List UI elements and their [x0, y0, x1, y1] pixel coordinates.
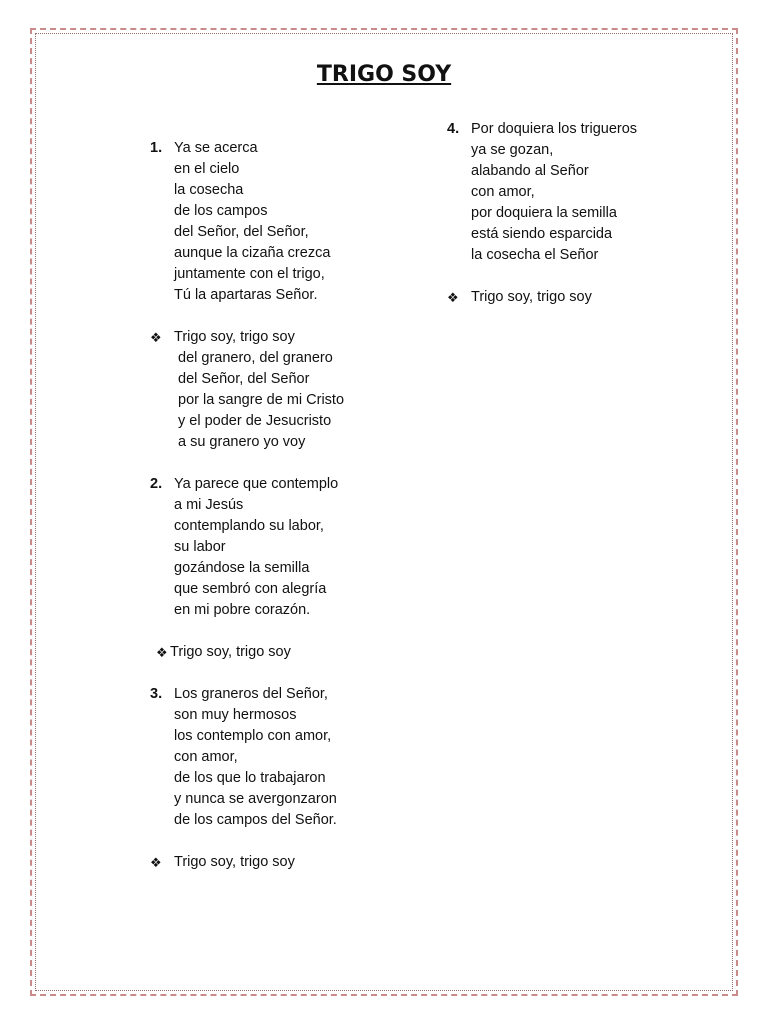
chorus-line: a su granero yo voy: [178, 434, 306, 450]
chorus-line: Trigo soy, trigo soy: [174, 329, 295, 345]
diamond-bullet-icon: ❖: [156, 645, 168, 660]
verse-4: [447, 119, 707, 266]
verse-3: [150, 684, 410, 831]
right-column: [447, 119, 707, 329]
chorus-2: [150, 642, 410, 663]
verse-line: su labor: [174, 539, 226, 555]
verse-line: Ya se acerca: [174, 140, 258, 156]
verse-line: Tú la apartaras Señor.: [174, 287, 318, 303]
verse-line: de los campos: [174, 203, 268, 219]
chorus-lines: [150, 348, 410, 453]
verse-line: en el cielo: [174, 161, 240, 177]
verse-line: la cosecha el Señor: [471, 247, 599, 263]
verse-line: con amor,: [174, 749, 238, 765]
verse-line: del Señor, del Señor,: [174, 224, 309, 240]
chorus-full: [150, 327, 410, 453]
verse-line: Por doquiera los trigueros: [471, 121, 638, 137]
verse-line: Ya parece que contemplo: [174, 476, 339, 492]
verse-lines: [150, 495, 410, 621]
left-column: [150, 138, 410, 894]
verse-line: contemplando su labor,: [174, 518, 324, 534]
chorus-3: [150, 852, 410, 873]
verse-line: con amor,: [471, 184, 535, 200]
verse-line: está siendo esparcida: [471, 226, 613, 242]
verse-number: 3.: [150, 686, 163, 702]
diamond-bullet-icon: ❖: [150, 330, 162, 345]
chorus-line: por la sangre de mi Cristo: [178, 392, 345, 408]
chorus-line: Trigo soy, trigo soy: [471, 289, 592, 305]
verse-lines: [447, 140, 707, 266]
verse-line: de los que lo trabajaron: [174, 770, 326, 786]
verse-line: a mi Jesús: [174, 497, 244, 513]
verse-line: ya se gozan,: [471, 142, 554, 158]
verse-line: alabando al Señor: [471, 163, 589, 179]
verse-line: los contemplo con amor,: [174, 728, 332, 744]
verse-line: aunque la cizaña crezca: [174, 245, 331, 261]
verse-number: 4.: [447, 121, 460, 137]
verse-lines: [150, 705, 410, 831]
chorus-line: del Señor, del Señor: [178, 371, 310, 387]
verse-line: y nunca se avergonzaron: [174, 791, 337, 807]
diamond-bullet-icon: ❖: [150, 855, 162, 870]
verse-line: son muy hermosos: [174, 707, 297, 723]
verse-line: en mi pobre corazón.: [174, 602, 311, 618]
verse-line: gozándose la semilla: [174, 560, 310, 576]
verse-line: por doquiera la semilla: [471, 205, 617, 221]
chorus-line: Trigo soy, trigo soy: [174, 854, 295, 870]
diamond-bullet-icon: ❖: [447, 290, 459, 305]
verse-line: juntamente con el trigo,: [174, 266, 325, 282]
chorus-line: del granero, del granero: [178, 350, 333, 366]
verse-2: [150, 474, 410, 621]
chorus-line: Trigo soy, trigo soy: [170, 644, 291, 660]
verse-line: Los graneros del Señor,: [174, 686, 328, 702]
chorus-4: [447, 287, 707, 308]
song-title: TRIGO SOY: [316, 62, 452, 87]
verse-number: 2.: [150, 476, 163, 492]
verse-line: que sembró con alegría: [174, 581, 327, 597]
verse-lines: [150, 159, 410, 306]
chorus-line: y el poder de Jesucristo: [178, 413, 332, 429]
verse-number: 1.: [150, 140, 163, 156]
verse-line: de los campos del Señor.: [174, 812, 337, 828]
verse-line: la cosecha: [174, 182, 244, 198]
verse-1: [150, 138, 410, 306]
